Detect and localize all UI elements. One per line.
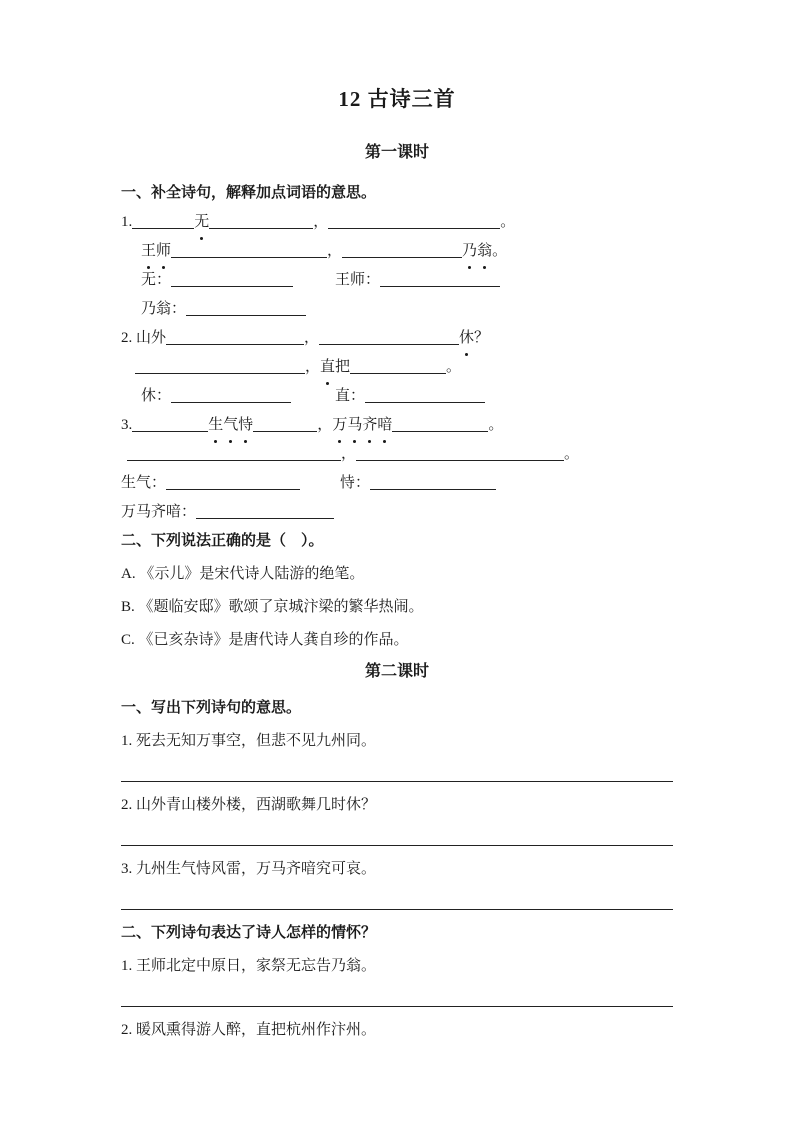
option-c <box>121 626 673 655</box>
text: C. 《已亥杂诗》是唐代诗人龚自珍的作品。 <box>121 632 409 648</box>
text: 一、补全诗句，解释加点词语的意思。 <box>121 185 377 201</box>
worksheet-body <box>121 138 673 1045</box>
dotted-char: 生 <box>208 411 223 440</box>
text: 3. 九州生气恃风雷，万马齐喑究可哀。 <box>121 861 377 877</box>
fill-in-blank <box>171 388 291 403</box>
fill-in-blank <box>186 301 306 316</box>
fill-in-blank <box>166 475 300 490</box>
session2-heading <box>121 657 673 686</box>
q1-verse-line2 <box>121 237 673 266</box>
text: ， <box>317 417 333 433</box>
dotted-char: 直 <box>320 353 335 382</box>
s2p1-q3 <box>121 855 673 884</box>
session1-heading <box>121 138 673 167</box>
q2-verse-line1 <box>121 324 673 353</box>
fill-in-blank <box>380 272 500 287</box>
s2p2-q2 <box>121 1016 673 1045</box>
fill-in-blank <box>135 359 305 374</box>
fill-in-blank <box>319 330 459 345</box>
fill-in-blank <box>370 475 496 490</box>
s2-part1-heading <box>121 694 673 723</box>
dotted-char: 休 <box>459 324 474 353</box>
s2p1-q2 <box>121 791 673 820</box>
fill-in-blank <box>365 388 485 403</box>
q3-verse-line1 <box>121 411 673 440</box>
dotted-char: 齐 <box>362 411 377 440</box>
text: ？ <box>474 330 490 346</box>
text: ， <box>313 214 329 230</box>
q2-definitions <box>121 382 673 411</box>
text: 1. 王师北定中原日，家祭无忘告乃翁。 <box>121 958 377 974</box>
text: 把 <box>335 359 351 375</box>
text: 2. 山外 <box>121 330 167 346</box>
text: 。 <box>488 417 504 433</box>
q3-verse-line2 <box>121 440 673 469</box>
dotted-char: 喑 <box>377 411 392 440</box>
text: 。 <box>564 446 580 462</box>
text: 1. <box>121 214 133 230</box>
option-a <box>121 560 673 589</box>
text: 休： <box>141 388 172 404</box>
text: ， <box>305 359 321 375</box>
part1-heading <box>121 179 673 208</box>
text: ， <box>341 446 357 462</box>
dotted-char: 师 <box>156 237 171 266</box>
dotted-char: 马 <box>347 411 362 440</box>
fill-in-blank <box>356 446 564 461</box>
q2-verse-line2 <box>121 353 673 382</box>
dotted-char: 王 <box>141 237 156 266</box>
spacer <box>291 399 335 400</box>
text: 恃： <box>340 475 371 491</box>
page-title: 12 古诗三首 <box>338 87 456 111</box>
dotted-char: 气 <box>223 411 238 440</box>
part2-heading <box>121 527 673 556</box>
spacer <box>293 283 335 284</box>
s2-part2-heading <box>121 919 673 948</box>
s2p2-q1 <box>121 952 673 981</box>
dotted-char: 翁 <box>477 237 492 266</box>
text: 王师： <box>335 272 381 288</box>
fill-in-blank <box>171 243 327 258</box>
fill-in-blank <box>328 214 500 229</box>
fill-in-blank <box>132 417 208 432</box>
fill-in-blank <box>166 330 304 345</box>
text: 第一课时 <box>364 144 429 161</box>
text: 生气： <box>121 475 167 491</box>
answer-line <box>121 756 673 782</box>
q3-definitions-1 <box>121 469 673 498</box>
fill-in-blank <box>132 214 194 229</box>
s2p1-q1 <box>121 727 673 756</box>
text: 2. 暖风熏得游人醉，直把杭州作汴州。 <box>121 1022 377 1038</box>
q1-definitions-1 <box>121 266 673 295</box>
text: ， <box>327 243 343 259</box>
q3-definitions-2 <box>121 498 673 527</box>
text: 第二课时 <box>364 663 429 680</box>
fill-in-blank <box>209 214 313 229</box>
fill-in-blank <box>171 272 293 287</box>
spacer <box>300 486 340 487</box>
fill-in-blank <box>342 243 462 258</box>
dotted-char: 无 <box>194 208 209 237</box>
fill-in-blank <box>127 446 341 461</box>
text: 。 <box>500 214 516 230</box>
text: 。 <box>492 243 508 259</box>
text: 。 <box>446 359 462 375</box>
q1-definitions-2 <box>121 295 673 324</box>
text: 一、写出下列诗句的意思。 <box>121 700 302 716</box>
fill-in-blank <box>392 417 488 432</box>
text: 乃翁： <box>141 301 187 317</box>
dotted-char: 乃 <box>462 237 477 266</box>
text: 二、下列说法正确的是（ ）。 <box>121 533 324 549</box>
fill-in-blank <box>196 504 334 519</box>
text: 万马齐喑： <box>121 504 197 520</box>
dotted-char: 万 <box>332 411 347 440</box>
text: 2. 山外青山楼外楼，西湖歌舞几时休？ <box>121 797 377 813</box>
text: A. 《示儿》是宋代诗人陆游的绝笔。 <box>121 566 365 582</box>
answer-line <box>121 820 673 846</box>
text: 二、下列诗句表达了诗人怎样的情怀？ <box>121 925 377 941</box>
option-b <box>121 593 673 622</box>
dotted-char: 恃 <box>238 411 253 440</box>
q1-verse-line1 <box>121 208 673 237</box>
text: 直： <box>335 388 366 404</box>
text: 3. <box>121 417 133 433</box>
text: ， <box>304 330 320 346</box>
text: 无： <box>141 272 172 288</box>
fill-in-blank <box>350 359 446 374</box>
text: B. 《题临安邸》歌颂了京城汴梁的繁华热闹。 <box>121 599 424 615</box>
text: 1. 死去无知万事空，但悲不见九州同。 <box>121 733 377 749</box>
answer-line <box>121 981 673 1007</box>
answer-line <box>121 884 673 910</box>
fill-in-blank <box>253 417 317 432</box>
